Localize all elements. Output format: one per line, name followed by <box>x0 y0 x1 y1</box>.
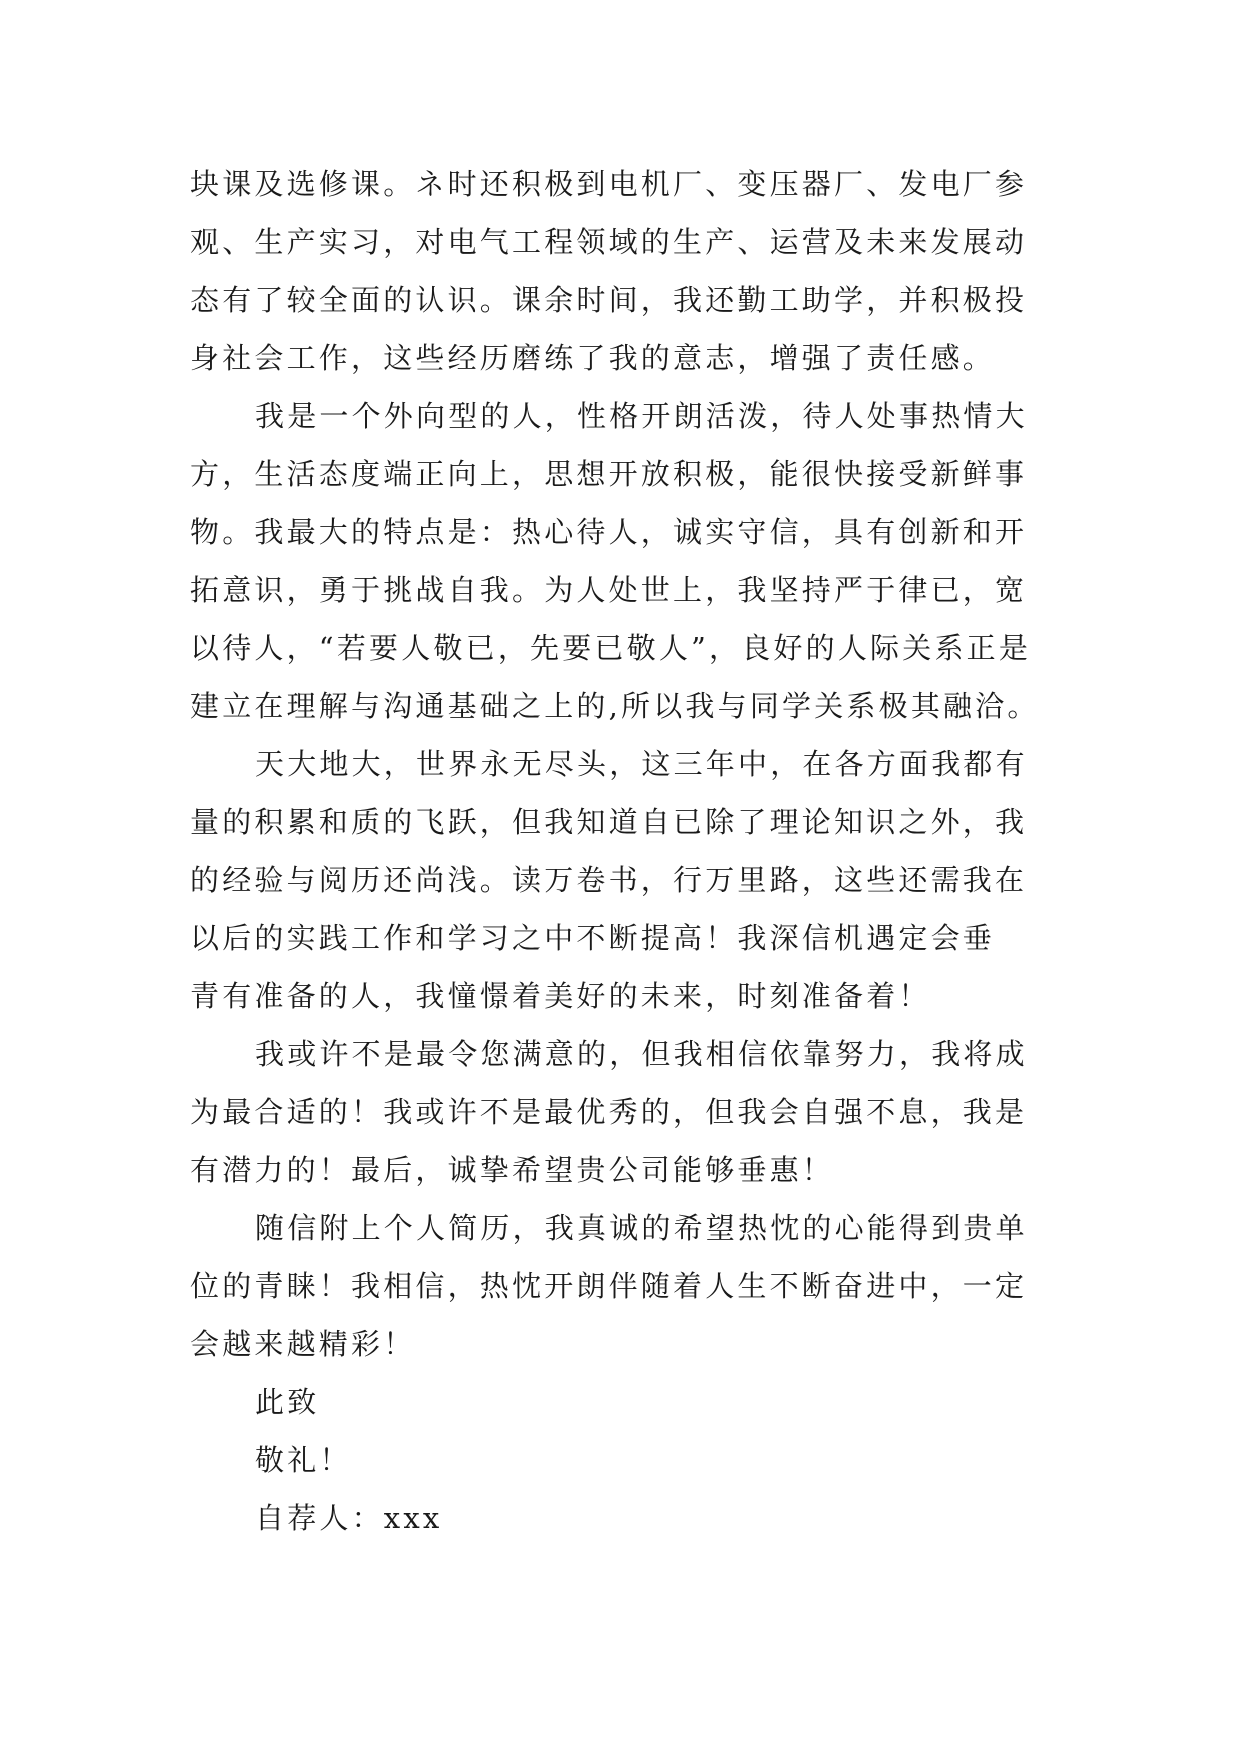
paragraph-3 <box>190 735 1050 1025</box>
text-line: 方，生活态度端正向上，思想开放积极，能很快接受新鲜事 <box>190 457 1028 491</box>
text-line: 为最合适的！我或许不是最优秀的，但我会自强不息，我是 <box>190 1095 1028 1129</box>
text-line: 我是一个外向型的人，性格开朗活泼，待人处事热情大 <box>255 399 1028 433</box>
paragraph-5 <box>190 1199 1050 1373</box>
text-line: 观、生产实习，对电气工程领域的生产、运营及未来发展动 <box>190 225 1028 259</box>
text-line: 物。我最大的特点是：热心待人，诚实守信，具有创新和开 <box>190 515 1028 549</box>
text-line: 会越来越精彩！ <box>190 1327 416 1361</box>
paragraph-2 <box>190 387 1050 735</box>
closing-regards: 敬礼！ <box>255 1443 352 1477</box>
closing-salutation: 此致 <box>255 1385 320 1419</box>
text-line: 随信附上个人简历，我真诚的希望热忱的心能得到贵单 <box>255 1211 1028 1245</box>
text-line: 身社会工作，这些经历磨练了我的意志，增强了责任感。 <box>190 341 996 375</box>
text-line: 拓意识，勇于挑战自我。为人处世上，我坚持严于律已，宽 <box>190 573 1028 607</box>
text-line: 青有准备的人，我憧憬着美好的未来，时刻准备着！ <box>190 979 931 1013</box>
text-line: 以后的实践工作和学习之中不断提高！我深信机遇定会垂 <box>190 921 996 955</box>
text-line: 天大地大，世界永无尽头，这三年中，在各方面我都有 <box>255 747 1028 781</box>
text-line: 我或许不是最令您满意的，但我相信依靠努力，我将成 <box>255 1037 1028 1071</box>
text-line: 的经验与阅历还尚浅。读万卷书，行万里路，这些还需我在 <box>190 863 1028 897</box>
text-line: 量的积累和质的飞跃，但我知道自已除了理论知识之外，我 <box>190 805 1028 839</box>
text-line: 位的青睐！我相信，热忱开朗伴随着人生不断奋进中，一定 <box>190 1269 1028 1303</box>
text-line: 有潜力的！最后，诚挚希望贵公司能够垂惠！ <box>190 1153 835 1187</box>
paragraph-1 <box>190 155 1050 387</box>
text-line: 块课及选修课。ネ时还积极到电机厂、变压器厂、发电厂参 <box>190 167 1028 201</box>
text-line: 建立在理解与沟通基础之上的,所以我与同学关系极其融洽。 <box>190 689 1040 723</box>
letter-body <box>190 155 1050 1547</box>
text-line: 以待人，“若要人敬已，先要已敬人”，良好的人际关系正是 <box>190 631 1032 665</box>
signature: 自荐人：xxx <box>255 1501 443 1535</box>
paragraph-4 <box>190 1025 1050 1199</box>
closing-block <box>190 1373 1050 1547</box>
text-line: 态有了较全面的认识。课余时间，我还勤工助学，并积极投 <box>190 283 1028 317</box>
